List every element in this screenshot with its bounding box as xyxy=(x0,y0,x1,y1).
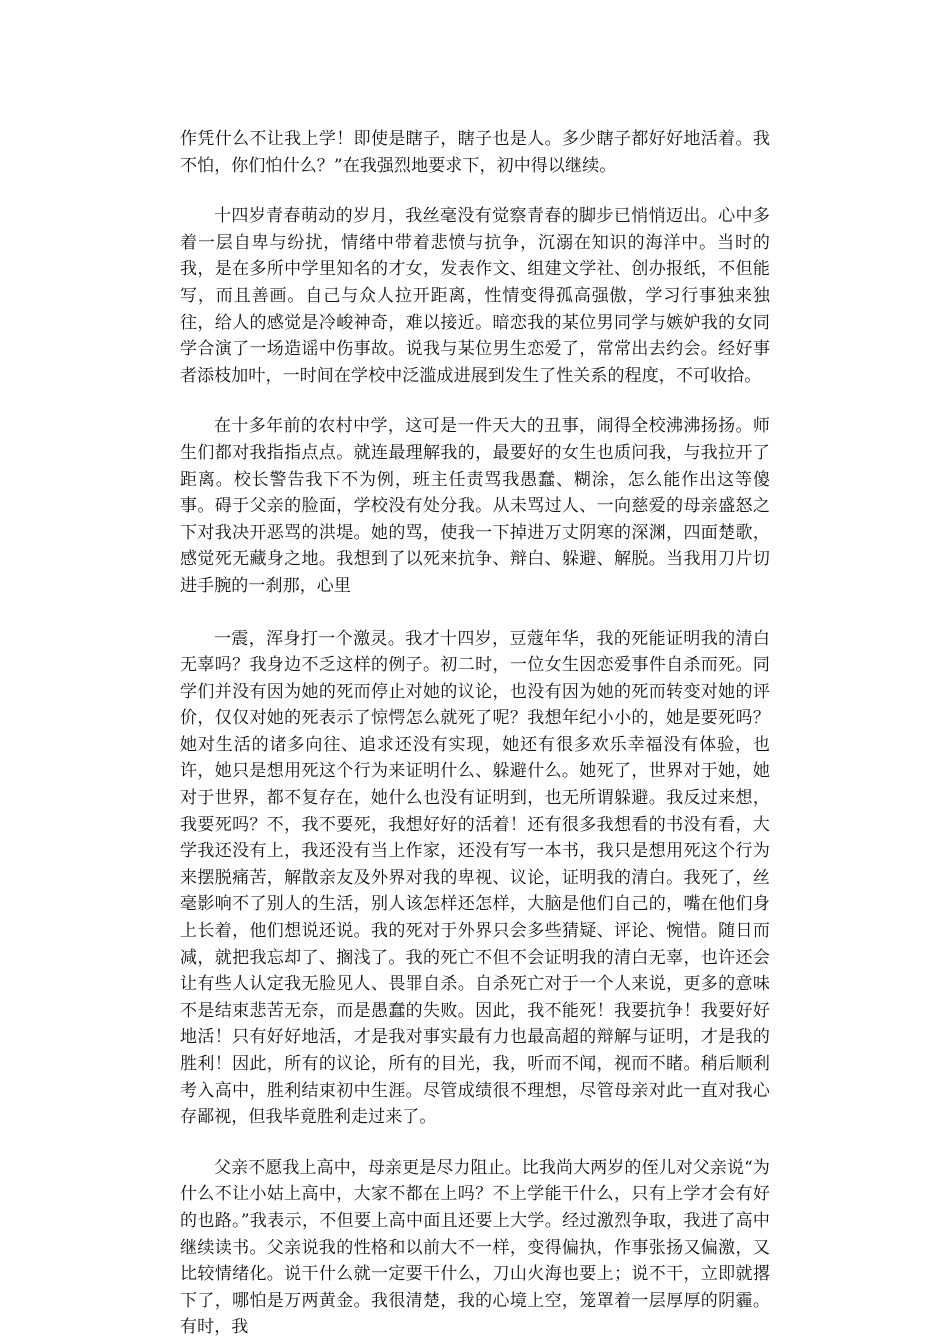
paragraph: 父亲不愿我上高中，母亲更是尽力阻止。比我尚大两岁的侄儿对父亲说“为什么不让小姑上高中，大家不都在上吗？不上学能干什么，只有上学才会有好的也路。”我表示，不但要上高中面且还要上大学。经过激烈争取，我进了高中继续读书。父亲说我的性格和以前大不一样，变得偏执，作事张扬又偏激，又比较情绪化。说干什么就一定要干什么，刀山火海也要上；说不干，立即就撂下了，哪怕是万两黄金。我很清楚，我的心境上空，笼罩着一层厚厚的阴霾。有时，我 xyxy=(180,1157,770,1338)
document-page xyxy=(180,126,770,1341)
paragraph: 在十多年前的农村中学，这可是一件天大的丑事，闹得全校沸沸扬扬。师生们都对我指指点点。就连最理解我的，最要好的女生也质问我，与我拉开了距离。校长警告我下不为例，班主任责骂我愚蠢、糊涂，怎么能作出这等傻事。碍于父亲的脸面，学校没有处分我。从未骂过人、一向慈爱的母亲盛怒之下对我决开恶骂的洪堤。她的骂，使我一下掉进万丈阴寒的深渊，四面楚歌，感觉死无藏身之地。我想到了以死来抗争、辩白、躲避、解脱。当我用刀片切进手腕的一刹那，心里 xyxy=(180,416,770,596)
paragraph: 作凭什么不让我上学！即使是瞎子，瞎子也是人。多少瞎子都好好地活着。我不怕，你们怕什么？”在我强烈地要求下，初中得以继续。 xyxy=(180,129,770,176)
paragraph: 一震，浑身打一个激灵。我才十四岁，豆蔻年华，我的死能证明我的清白无辜吗？我身边不乏这样的例子。初二时，一位女生因恋爱事件自杀而死。同学们并没有因为她的死而停止对她的议论，也没有因为她的死而转变对她的评价，仅仅对她的死表示了惊愕怎么就死了呢？我想年纪小小的，她是要死吗？她对生活的诸多向往、追求还没有实现，她还有很多欢乐幸福没有体验，也许，她只是想用死这个行为来证明什么、躲避什么。她死了，世界对于她，她对于世界，都不复存在，她什么也没有证明到，也无所谓躲避。我反过来想，我要死吗？不，我不要死，我想好好的活着！还有很多我想看的书没有看，大学我还没有上，我还没有当上作家，还没有写一本书，我只是想用死这个行为来摆脱痛苦，解散亲友及外界对我的卑视、议论，证明我的清白。我死了，丝毫影响不了别人的生活，别人该怎样还怎样，大脑是他们自己的，嘴在他们身上长着，他们想说还说。我的死对于外界只会多些猜疑、评论、惋惜。随日而减，就把我忘却了、搁浅了。我的死亡不但不会证明我的清白无辜，也许还会让有些人认定我无脸见人、畏罪自杀。自杀死亡对于一个人来说，更多的意味不是结束悲苦无奈，而是愚蠢的失败。因此，我不能死！我要抗争！我要好好地活！只有好好地活，才是我对事实最有力也最高超的辩解与证明，才是我的胜利！因此，所有的议论，所有的目光，我，听而不闻，视而不睹。稍后顺利考入高中，胜利结束初中生涯。尽管成绩很不理想，尽管母亲对此一直对我心存鄙视，但我毕竟胜利走过来了。 xyxy=(180,628,770,1128)
paragraph: 十四岁青春萌动的岁月，我丝毫没有觉察青春的脚步已悄悄迈出。心中多着一层自卑与纷扰，情绪中带着悲愤与抗争，沉溺在知识的海洋中。当时的我，是在多所中学里知名的才女，发表作文、组建文学社、创办报纸，不但能写，而且善画。自己与众人拉开距离，性情变得孤高强傲，学习行事独来独往，给人的感觉是冷峻神奇，难以接近。暗恋我的某位男同学与嫉妒我的女同学合演了一场造谣中伤事故。说我与某位男生恋爱了，常常出去约会。经好事者添枝加叶，一时间在学校中泛滥成进展到发生了性关系的程度，不可收拾。 xyxy=(180,206,770,386)
